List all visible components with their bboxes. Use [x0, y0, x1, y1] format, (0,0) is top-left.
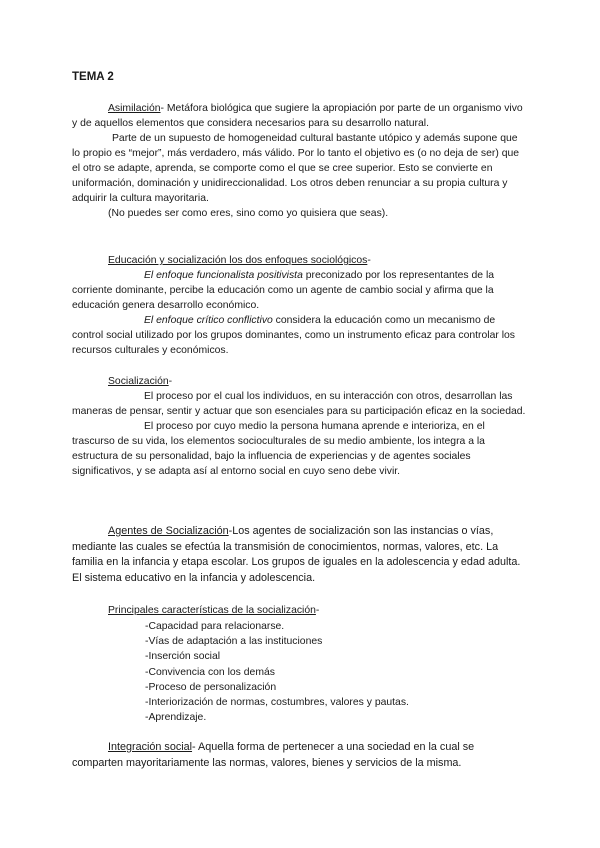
- list-item: -Capacidad para relacionarse.: [145, 621, 285, 632]
- asimilacion-note: (No puedes ser como eres, sino como yo quisiera que seas).: [108, 208, 389, 219]
- funcionalista-text: preconizado por los representantes de la corriente dominante, percibe la educación como un agente de cambio social y afirma que la educación genera desarrollo económico.: [72, 270, 495, 311]
- socializacion-heading: Socialización: [108, 376, 169, 387]
- list-item: -Proceso de personalización: [145, 681, 277, 693]
- list-item: -Aprendizaje.: [145, 712, 207, 724]
- section-enfoques: [72, 253, 528, 358]
- list-item: -Inserción social: [145, 651, 221, 663]
- socializacion-heading-suffix: -: [168, 376, 173, 387]
- enfoques-heading: Educación y socialización los dos enfoques sociológicos: [108, 255, 368, 266]
- integracion-heading: Integración social: [108, 741, 193, 753]
- asimilacion-paragraph: Parte de un supuesto de homogeneidad cultural bastante utópico y además supone que lo propio es “mejor”, más verdadero, más válido. Por lo tanto el objetivo es (o no deja de ser) que el otro se adapte, aprenda, se comporte como el que se cree superior. Esto se convierte en uniformación, dominación y unidireccionalidad. Los otros deben renunciar a su propia cultura y adquirir la cultura mayoritaria.: [72, 133, 520, 204]
- section-socializacion: [72, 374, 528, 479]
- asimilacion-definition: - Metáfora biológica que sugiere la apropiación por parte de un organismo vivo y de aquellos elementos que considera necesarios para su desarrollo natural.: [72, 103, 523, 129]
- caracteristicas-list: [145, 619, 525, 725]
- enfoques-heading-suffix: -: [367, 255, 371, 266]
- critico-term: El enfoque crítico conflictivo: [144, 315, 273, 326]
- section-agentes: [72, 524, 528, 586]
- enfoques-critico: [72, 313, 528, 358]
- critico-text: considera la educación como un mecanismo de control social utilizado por los grupos dominantes, como un instrumento eficaz para controlar los recursos culturales y económicos.: [72, 315, 515, 356]
- integracion-text: - Aquella forma de pertenecer a una sociedad en la cual se comparten mayoritariamente las normas, valores, bienes y servicios de la misma.: [72, 741, 475, 769]
- socializacion-definition-2: El proceso por cuyo medio la persona humana aprende e interioriza, en el trascurso de su vida, los elementos socioculturales de su medio ambiente, los integra a la estructura de su personalidad, bajo la influencia de experiencias y de agentes sociales significativos, y se adapta así al entorno social en cuyo seno debe vivir.: [72, 421, 485, 477]
- agentes-heading: Agentes de Socialización: [108, 525, 229, 537]
- caracteristicas-heading: Principales características de la socialización: [108, 605, 316, 616]
- section-asimilacion: [72, 101, 528, 221]
- section-caracteristicas: [72, 603, 528, 618]
- socializacion-definition-1: El proceso por el cual los individuos, en su interacción con otros, desarrollan las maneras de pensar, sentir y actuar que son esenciales para su participación eficaz en la sociedad.: [72, 391, 526, 417]
- funcionalista-term: El enfoque funcionalista positivista: [144, 270, 303, 281]
- list-item: -Vías de adaptación a las instituciones: [145, 636, 323, 648]
- asimilacion-heading: Asimilación: [108, 103, 161, 114]
- section-integracion: [72, 740, 528, 771]
- caracteristicas-heading-suffix: -: [315, 605, 320, 616]
- list-item: -Convivencia con los demás: [145, 666, 275, 678]
- enfoques-funcionalista: [72, 268, 528, 313]
- list-item: -Interiorización de normas, costumbres, valores y pautas.: [145, 697, 409, 709]
- page-title: TEMA 2: [72, 71, 114, 83]
- agentes-text: -Los agentes de socialización son las instancias o vías, mediante las cuales se efectúa la transmisión de conocimientos, normas, valores, etc. La familia en la infancia y etapa escolar. Los grupos de iguales en la adolescencia y edad adulta. El sistema educativo en la infancia y adolescencia.: [72, 525, 521, 584]
